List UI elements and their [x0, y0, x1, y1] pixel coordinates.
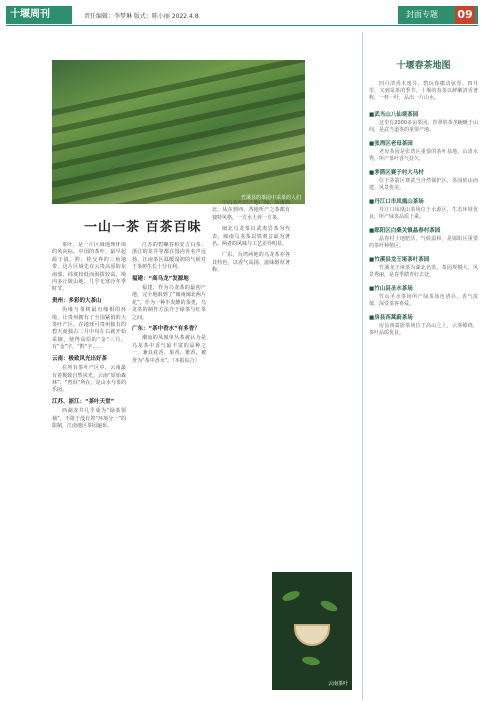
editor-meta: 责任编辑：李梦琳 版式：陈小丽 2022.4.8	[84, 13, 199, 20]
subheading: 广东：“茶中香水”有多香？	[132, 326, 200, 333]
sidebar-item-body: 位于茅箭区赛武当自然保护区，茶园依山而建，风景优美。	[369, 178, 478, 191]
sidebar-item-heading: ■茅箭区赛子村大马村	[369, 170, 424, 176]
sidebar-item-body: 丹江口凤凰山茶场位于水源区，生态环境优良，所产绿茶品质上乘。	[369, 207, 478, 220]
paragraph: 闽北乌龙茶以武夷岩茶为代表，闽南乌龙茶以铁观音最为著名。两者的风味与工艺差异明显。	[212, 226, 290, 248]
paragraph: 茶叶，是一片区域地理环境的风向标。中国的茶叶，最早起源于滇、黔、桂交界的三角地带，这片区域先在云贵高原的东南部，纬度较低而海拔较高，境内多丘陵山地，几乎无寒冷冬季时节。	[52, 242, 126, 293]
sidebar-item-body: 这里有2000多亩茶园，青翠的茶垄蜿蜒于山间，是武当道茶的重要产地。	[369, 120, 478, 133]
article-column-2	[132, 242, 206, 697]
sidebar-tea-map	[362, 32, 478, 700]
sidebar-intro: 四月清香木逸芬，碧玩春徽动弦琴。四月里，又到采茶的季节。十堰的春茶以鲜嫩清香著称，一杯一叶，品出一片山水。	[369, 81, 478, 101]
sidebar-item	[369, 284, 478, 308]
sidebar-item-heading: ■武当山八仙观茶园	[369, 112, 419, 118]
subheading: 云南：极致风光出好茶	[52, 355, 108, 362]
paper-name: 十堰周刊	[6, 6, 72, 24]
sidebar-item-heading: ■郧阳区白桑关镇晶春村茶园	[369, 228, 441, 234]
header-rule	[6, 25, 478, 26]
sidebar-item-heading: ■竹山县圣水茶场	[369, 286, 413, 292]
page-header	[0, 0, 482, 26]
paragraph: 西湖龙井几乎成为“绿茶领袖”，不限于没有着“环境分一”的限制，江南地区茶园遍布。	[52, 408, 126, 429]
sidebar-item-body: 竹溪龙王垭茶为湖北名茶，茶园规模大，风景秀丽，是春季踏青好去处。	[369, 265, 478, 278]
paragraph: 江苏的碧螺春和安吉白茶、浙江的龙井等都在国内外名声远扬。江南茶区温暖湿润的气候对于茶树生长十分有利。	[132, 242, 206, 271]
sidebar-item	[369, 226, 478, 250]
page-number: 09	[455, 6, 475, 24]
photo-caption: 竹溪县的茶园中采茶的人们	[240, 195, 301, 201]
sidebar-item	[369, 255, 478, 279]
sidebar-item	[369, 197, 478, 221]
paragraph: 福建，作为乌龙茶的最初产地，完全地取到了“闽南闽北两片花”。作为一种半发酵的茶类，乌龙茶的制作方法介于绿茶与红茶之间。	[132, 285, 206, 321]
sidebar-item	[369, 313, 478, 337]
sidebar-item-body: 晶春村土地肥沃，气候温和，是郧阳区重要的茶叶种植区。	[369, 236, 478, 249]
tea-cup-photo	[272, 572, 352, 690]
paragraph: 伪缘与茶树最有缘相的环境，让贵州拥有了全国紧俏的大茶叶产区。在地球可贵州独有的碧天而独占二月中旬左右就开始采摘，使得高原的“金”三月，有“金”字，“黔”字……	[52, 307, 126, 351]
tea-field-photo	[52, 60, 305, 204]
article-column-1	[52, 242, 126, 697]
sidebar-item-heading: ■竹溪县龙王垭茶叶茶园	[369, 257, 430, 263]
subheading: 江苏、浙江：“茶叶天堂”	[52, 398, 115, 405]
sidebar-item	[369, 139, 478, 163]
sidebar-item-body: 房县西蒿蔚茶场位于高山之上，云雾缭绕，茶叶品质优良。	[369, 323, 478, 336]
tea-cup	[294, 624, 330, 646]
paragraph: 中国茶叶的产地广阔，从南到北，从东到西，各地所产之茶都有独特风格，一方水土养一方茶。	[212, 200, 290, 221]
sidebar-item-body: 老母茶园是张湾区重要的茶叶基地，山清水秀，所产茶叶香气持久。	[369, 149, 478, 162]
sidebar-item-body: 竹山圣水茶场所产绿茶汤色清亮，香气浓郁，深受茶客喜爱。	[369, 294, 478, 307]
subheading: 贵州：多彩的大茶山	[52, 297, 102, 304]
paragraph: 广东、台湾两地的乌龙茶亦各具特色，以香气高扬、滋味醇厚著称。	[212, 252, 290, 274]
article-title: 一山一茶 百茶百味	[84, 220, 202, 235]
section-name: 封面专题	[406, 10, 438, 19]
sidebar-title: 十堰春茶地图	[396, 61, 451, 71]
section-label	[398, 6, 478, 24]
paragraph: 在所有茶叶产区中，云南最有着极致自然风光。云南“原始森林”、“普洱”所在，是山水与茶的乐园。	[52, 365, 126, 394]
sidebar-item	[369, 168, 478, 192]
sidebar-item-heading: ■丹江口市凤凰山茶场	[369, 199, 424, 205]
paragraph: 潮汕的凤凰单丛茶被认为是乌龙茶中香气最丰富的品种之一，兼具花香、果香、蜜香，被誉为“茶中香水”。（本报综合）	[132, 335, 206, 364]
sidebar-item-heading: ■张湾区老母茶园	[369, 141, 413, 147]
photo-caption: 云南茶叶	[327, 681, 348, 687]
sidebar-item	[369, 110, 478, 134]
sidebar-item-heading: ■房县西蒿蔚茶场	[369, 315, 413, 321]
subheading: 福建：“高乌龙”发源地	[132, 275, 189, 282]
article-column-3	[212, 200, 290, 620]
